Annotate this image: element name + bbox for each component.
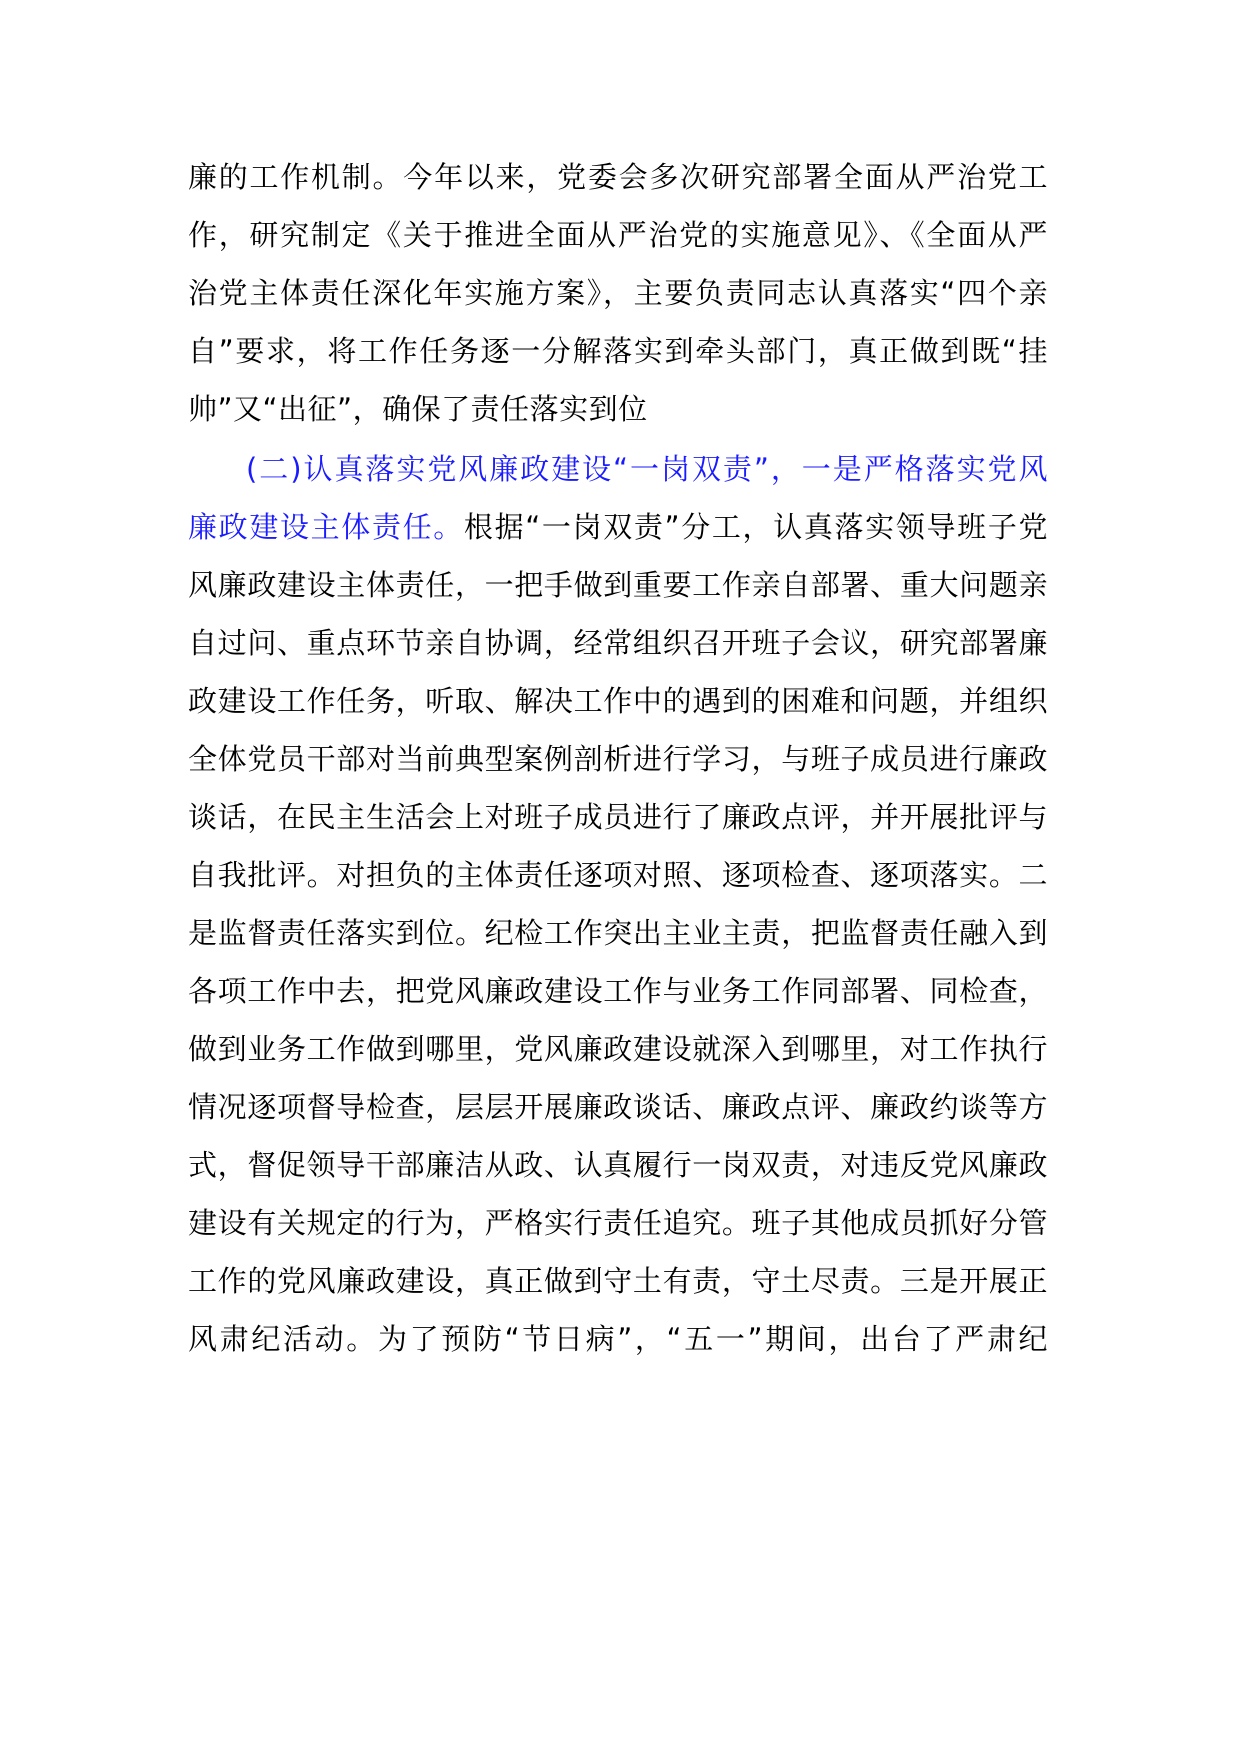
paragraph-2-line-13: 式，督促领导干部廉洁从政、认真履行一岗双责，对违反党风廉政 <box>188 1148 1048 1182</box>
paragraph-2-line-5: 政建设工作任务，听取、解决工作中的遇到的困难和问题，并组织 <box>188 684 1048 718</box>
paragraph-2-line-8: 自我批评。对担负的主体责任逐项对照、逐项检查、逐项落实。二 <box>188 858 1048 892</box>
paragraph-1-line-3: 治党主体责任深化年实施方案》，主要负责同志认真落实“四个亲 <box>188 276 1048 310</box>
paragraph-2-line-6: 全体党员干部对当前典型案例剖析进行学习，与班子成员进行廉政 <box>188 742 1048 776</box>
paragraph-1-line-4: 自”要求，将工作任务逐一分解落实到牵头部门，真正做到既“挂 <box>188 334 1048 368</box>
paragraph-2-heading-part-2: 廉政建设主体责任。 <box>188 510 464 544</box>
paragraph-2-line-9: 是监督责任落实到位。纪检工作突出主业主责，把监督责任融入到 <box>188 916 1048 950</box>
paragraph-2-line-2-rest: 根据“一岗双责”分工，认真落实领导班子党 <box>463 510 1048 544</box>
paragraph-2-heading-line-1: (二)认真落实党风廉政建设“一岗双责”，一是严格落实党风 <box>246 452 1048 486</box>
paragraph-1-line-2: 作，研究制定《关于推进全面从严治党的实施意见》、《全面从严 <box>188 218 1048 252</box>
paragraph-2-line-10: 各项工作中去，把党风廉政建设工作与业务工作同部署、同检查， <box>188 974 1048 1008</box>
paragraph-2-line-3: 风廉政建设主体责任，一把手做到重要工作亲自部署、重大问题亲 <box>188 568 1048 602</box>
paragraph-2-line-14: 建设有关规定的行为，严格实行责任追究。班子其他成员抓好分管 <box>188 1206 1048 1240</box>
paragraph-2-line-4: 自过问、重点环节亲自协调，经常组织召开班子会议，研究部署廉 <box>188 626 1048 660</box>
paragraph-1-line-1: 廉的工作机制。今年以来，党委会多次研究部署全面从严治党工 <box>188 160 1048 194</box>
paragraph-2-line-15: 工作的党风廉政建设，真正做到守土有责，守土尽责。三是开展正 <box>188 1264 1048 1298</box>
paragraph-2-line-2 <box>188 494 1048 560</box>
paragraph-2-line-11: 做到业务工作做到哪里，党风廉政建设就深入到哪里，对工作执行 <box>188 1032 1048 1066</box>
paragraph-1-line-5: 帅”又“出征”，确保了责任落实到位 <box>188 392 648 426</box>
paragraph-2-line-7: 谈话，在民主生活会上对班子成员进行了廉政点评，并开展批评与 <box>188 800 1048 834</box>
paragraph-2-line-12: 情况逐项督导检查，层层开展廉政谈话、廉政点评、廉政约谈等方 <box>188 1090 1048 1124</box>
paragraph-2-line-16: 风肃纪活动。为了预防“节日病”，“五一”期间，出台了严肃纪 <box>188 1322 1048 1356</box>
